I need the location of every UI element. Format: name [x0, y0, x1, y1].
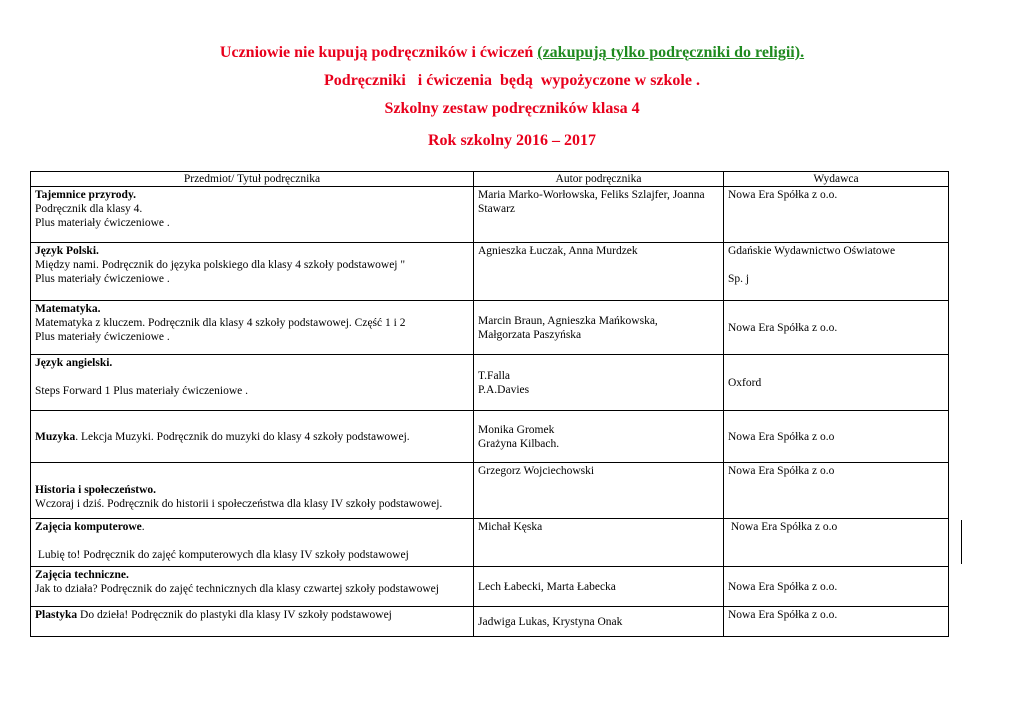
publisher-line: Nowa Era Spółka z o.o — [728, 430, 835, 443]
subject-cell — [31, 607, 474, 637]
subject-name: Historia i społeczeństwo. — [35, 484, 157, 496]
column-header-author: Autor podręcznika — [474, 172, 724, 187]
publisher-cell — [724, 411, 949, 463]
publisher-cell — [724, 243, 949, 301]
author-line: Agnieszka Łuczak, Anna Murdzek — [478, 245, 638, 257]
column-header-subject: Przedmiot/ Tytuł podręcznika — [31, 172, 474, 187]
table-row — [31, 411, 949, 463]
author-line: Grażyna Kilbach. — [478, 437, 560, 450]
publisher-line: Nowa Era Spółka z o.o. — [728, 321, 838, 334]
subject-cell — [31, 355, 474, 411]
table-row — [31, 355, 949, 411]
book-title-line: Między nami. Podręcznik do języka polskiego dla klasy 4 szkoły podstawowej " — [35, 259, 406, 271]
publisher-line: Nowa Era Spółka z o.o. — [728, 580, 838, 593]
publisher-line: Oxford — [728, 376, 762, 389]
book-title-line: Lubię to! Podręcznik do zajęć komputerowych dla klasy IV szkoły podstawowej — [35, 549, 409, 561]
publisher-line: Nowa Era Spółka z o.o — [728, 521, 838, 533]
religion-note-link[interactable]: (zakupują tylko podręczniki do religii). — [537, 44, 805, 61]
headline-rental: Podręczniki i ćwiczenia będą wypożyczone w szkole . — [324, 72, 700, 89]
publisher-cell — [724, 355, 949, 411]
author-cell — [474, 243, 724, 301]
book-title-line: . Lekcja Muzyki. Podręcznik do muzyki do klasy 4 szkoły podstawowej. — [75, 430, 410, 443]
subject-name: Zajęcia komputerowe — [35, 521, 142, 533]
book-title-line: Jak to działa? Podręcznik do zajęć technicznych dla klasy czwartej szkoły podstawowej — [35, 583, 439, 595]
table-row — [31, 187, 949, 243]
author-cell — [474, 463, 724, 519]
publisher-line: Sp. j — [728, 273, 750, 285]
subject-cell — [31, 301, 474, 355]
publisher-line: Gdańskie Wydawnictwo Oświatowe — [728, 245, 896, 257]
book-title-line: Steps Forward 1 Plus materiały ćwiczeniowe . — [35, 385, 249, 397]
table-header-row — [31, 172, 949, 187]
subject-name: Tajemnice przyrody. — [35, 189, 136, 201]
author-cell — [474, 411, 724, 463]
publisher-cell — [724, 567, 949, 607]
author-cell — [474, 567, 724, 607]
author-cell — [474, 187, 724, 243]
headline-set-title: Szkolny zestaw podręczników klasa 4 — [384, 100, 640, 117]
subject-cell — [31, 187, 474, 243]
margin-rule — [961, 520, 962, 564]
subject-name: Język angielski. — [35, 357, 113, 369]
table-row — [31, 607, 949, 637]
author-line: Maria Marko-Worłowska, Feliks Szlajfer, Joanna Stawarz — [478, 189, 705, 215]
subject-name: Matematyka. — [35, 303, 101, 315]
table-row — [31, 301, 949, 355]
textbook-table — [30, 171, 949, 637]
author-cell — [474, 519, 724, 567]
publisher-cell — [724, 187, 949, 243]
table-row — [31, 243, 949, 301]
notice-text: Uczniowie nie kupują podręczników i ćwiczeń — [219, 44, 534, 61]
author-line: Lech Łabecki, Marta Łabecka — [478, 580, 616, 593]
publisher-line: Nowa Era Spółka z o.o. — [728, 189, 838, 201]
author-line: Michał Kęska — [478, 521, 543, 533]
column-header-publisher: Wydawca — [724, 172, 949, 187]
author-line: Jadwiga Lukas, Krystyna Onak — [478, 615, 623, 628]
author-cell — [474, 355, 724, 411]
author-line: Małgorzata Paszyńska — [478, 328, 582, 341]
book-title-line: Do dzieła! Podręcznik do plastyki dla klasy IV szkoły podstawowej — [77, 609, 392, 621]
table-row — [31, 463, 949, 519]
author-line: T.Falla — [478, 369, 511, 382]
book-title-line: Plus materiały ćwiczeniowe . — [35, 331, 170, 343]
subject-name: Muzyka — [35, 430, 76, 443]
subject-cell — [31, 411, 474, 463]
subject-name: Plastyka — [35, 609, 78, 621]
book-title-line: Wczoraj i dziś. Podręcznik do historii i społeczeństwa dla klasy IV szkoły podstawowej. — [35, 498, 443, 510]
subject-cell — [31, 463, 474, 519]
publisher-line: Nowa Era Spółka z o.o. — [728, 609, 838, 621]
author-line: Marcin Braun, Agnieszka Mańkowska, — [478, 314, 658, 327]
author-cell — [474, 607, 724, 637]
subject-cell — [31, 519, 474, 567]
headline-school-year: Rok szkolny 2016 – 2017 — [427, 132, 597, 149]
book-title-line: Podręcznik dla klasy 4. — [35, 203, 143, 215]
book-title-line: Plus materiały ćwiczeniowe . — [35, 217, 170, 229]
author-line: Grzegorz Wojciechowski — [478, 465, 595, 477]
author-cell — [474, 301, 724, 355]
author-line: Monika Gromek — [478, 423, 555, 436]
table-row — [31, 567, 949, 607]
book-title-line: Matematyka z kluczem. Podręcznik dla klasy 4 szkoły podstawowej. Część 1 i 2 — [35, 317, 406, 329]
headline-notice — [0, 44, 1024, 62]
table-row — [31, 519, 949, 567]
author-line: P.A.Davies — [478, 383, 530, 396]
publisher-cell — [724, 607, 949, 637]
subject-cell — [31, 243, 474, 301]
publisher-line: Nowa Era Spółka z o.o — [728, 465, 835, 477]
subject-cell — [31, 567, 474, 607]
publisher-cell — [724, 463, 949, 519]
subject-name: Zajęcia techniczne. — [35, 569, 129, 581]
publisher-cell — [724, 301, 949, 355]
subject-suffix: . — [141, 521, 145, 533]
book-title-line: Plus materiały ćwiczeniowe . — [35, 273, 170, 285]
publisher-cell — [724, 519, 949, 567]
subject-name: Język Polski. — [35, 245, 99, 257]
